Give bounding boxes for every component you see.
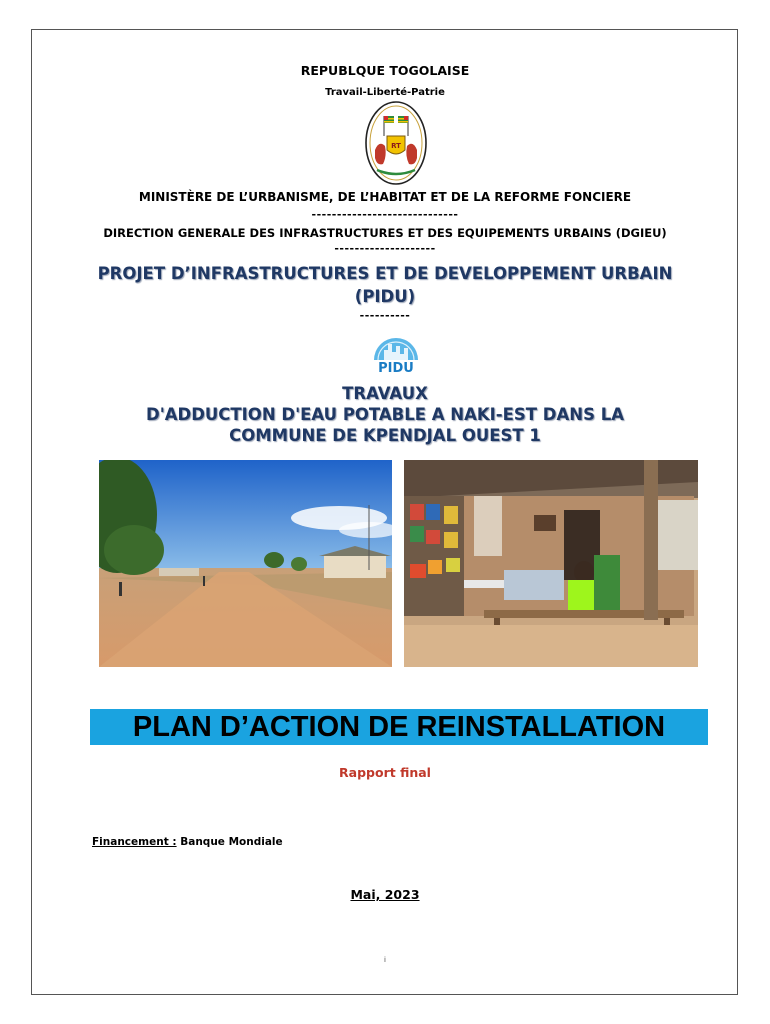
works-title-line: COMMUNE DE KPENDJAL OUEST 1 [229, 426, 541, 445]
pidu-logo [370, 326, 422, 374]
works-title [0, 383, 770, 446]
project-acronym: (PIDU) [354, 287, 416, 306]
page-number: i [384, 956, 386, 964]
project-title [0, 262, 770, 308]
republic-title: REPUBLQUE TOGOLAISE [300, 63, 470, 78]
separator-line: ---------- [359, 309, 411, 322]
separator-line: ----------------------------- [311, 208, 459, 221]
emblem-initials: RT [391, 142, 401, 150]
funding-line [92, 836, 283, 848]
works-title-line: D'ADDUCTION D'EAU POTABLE A NAKI-EST DANS LA [146, 405, 624, 424]
funding-value: Banque Mondiale [176, 836, 283, 848]
report-subtitle: Rapport final [339, 765, 431, 780]
pidu-logo-text: PIDU [378, 361, 414, 374]
national-motto: Travail-Liberté-Patrie [325, 87, 445, 98]
report-title-banner: PLAN D’ACTION DE REINSTALLATION [90, 709, 708, 745]
funding-label: Financement : [92, 836, 177, 848]
project-title-line: PROJET D’INFRASTRUCTURES ET DE DEVELOPPEMENT URBAIN [97, 264, 673, 283]
road-photo [99, 460, 392, 667]
direction-name: DIRECTION GENERALE DES INFRASTRUCTURES ET DES EQUIPEMENTS URBAINS (DGIEU) [103, 226, 667, 240]
report-date: Mai, 2023 [350, 887, 420, 902]
shop-photo [404, 460, 698, 667]
separator-line: -------------------- [334, 242, 436, 255]
ministry-name: MINISTÈRE DE L’URBANISME, DE L’HABITAT ET DE LA REFORME FONCIERE [138, 190, 632, 204]
works-title-line: TRAVAUX [342, 384, 428, 403]
coat-of-arms-logo [363, 100, 429, 186]
